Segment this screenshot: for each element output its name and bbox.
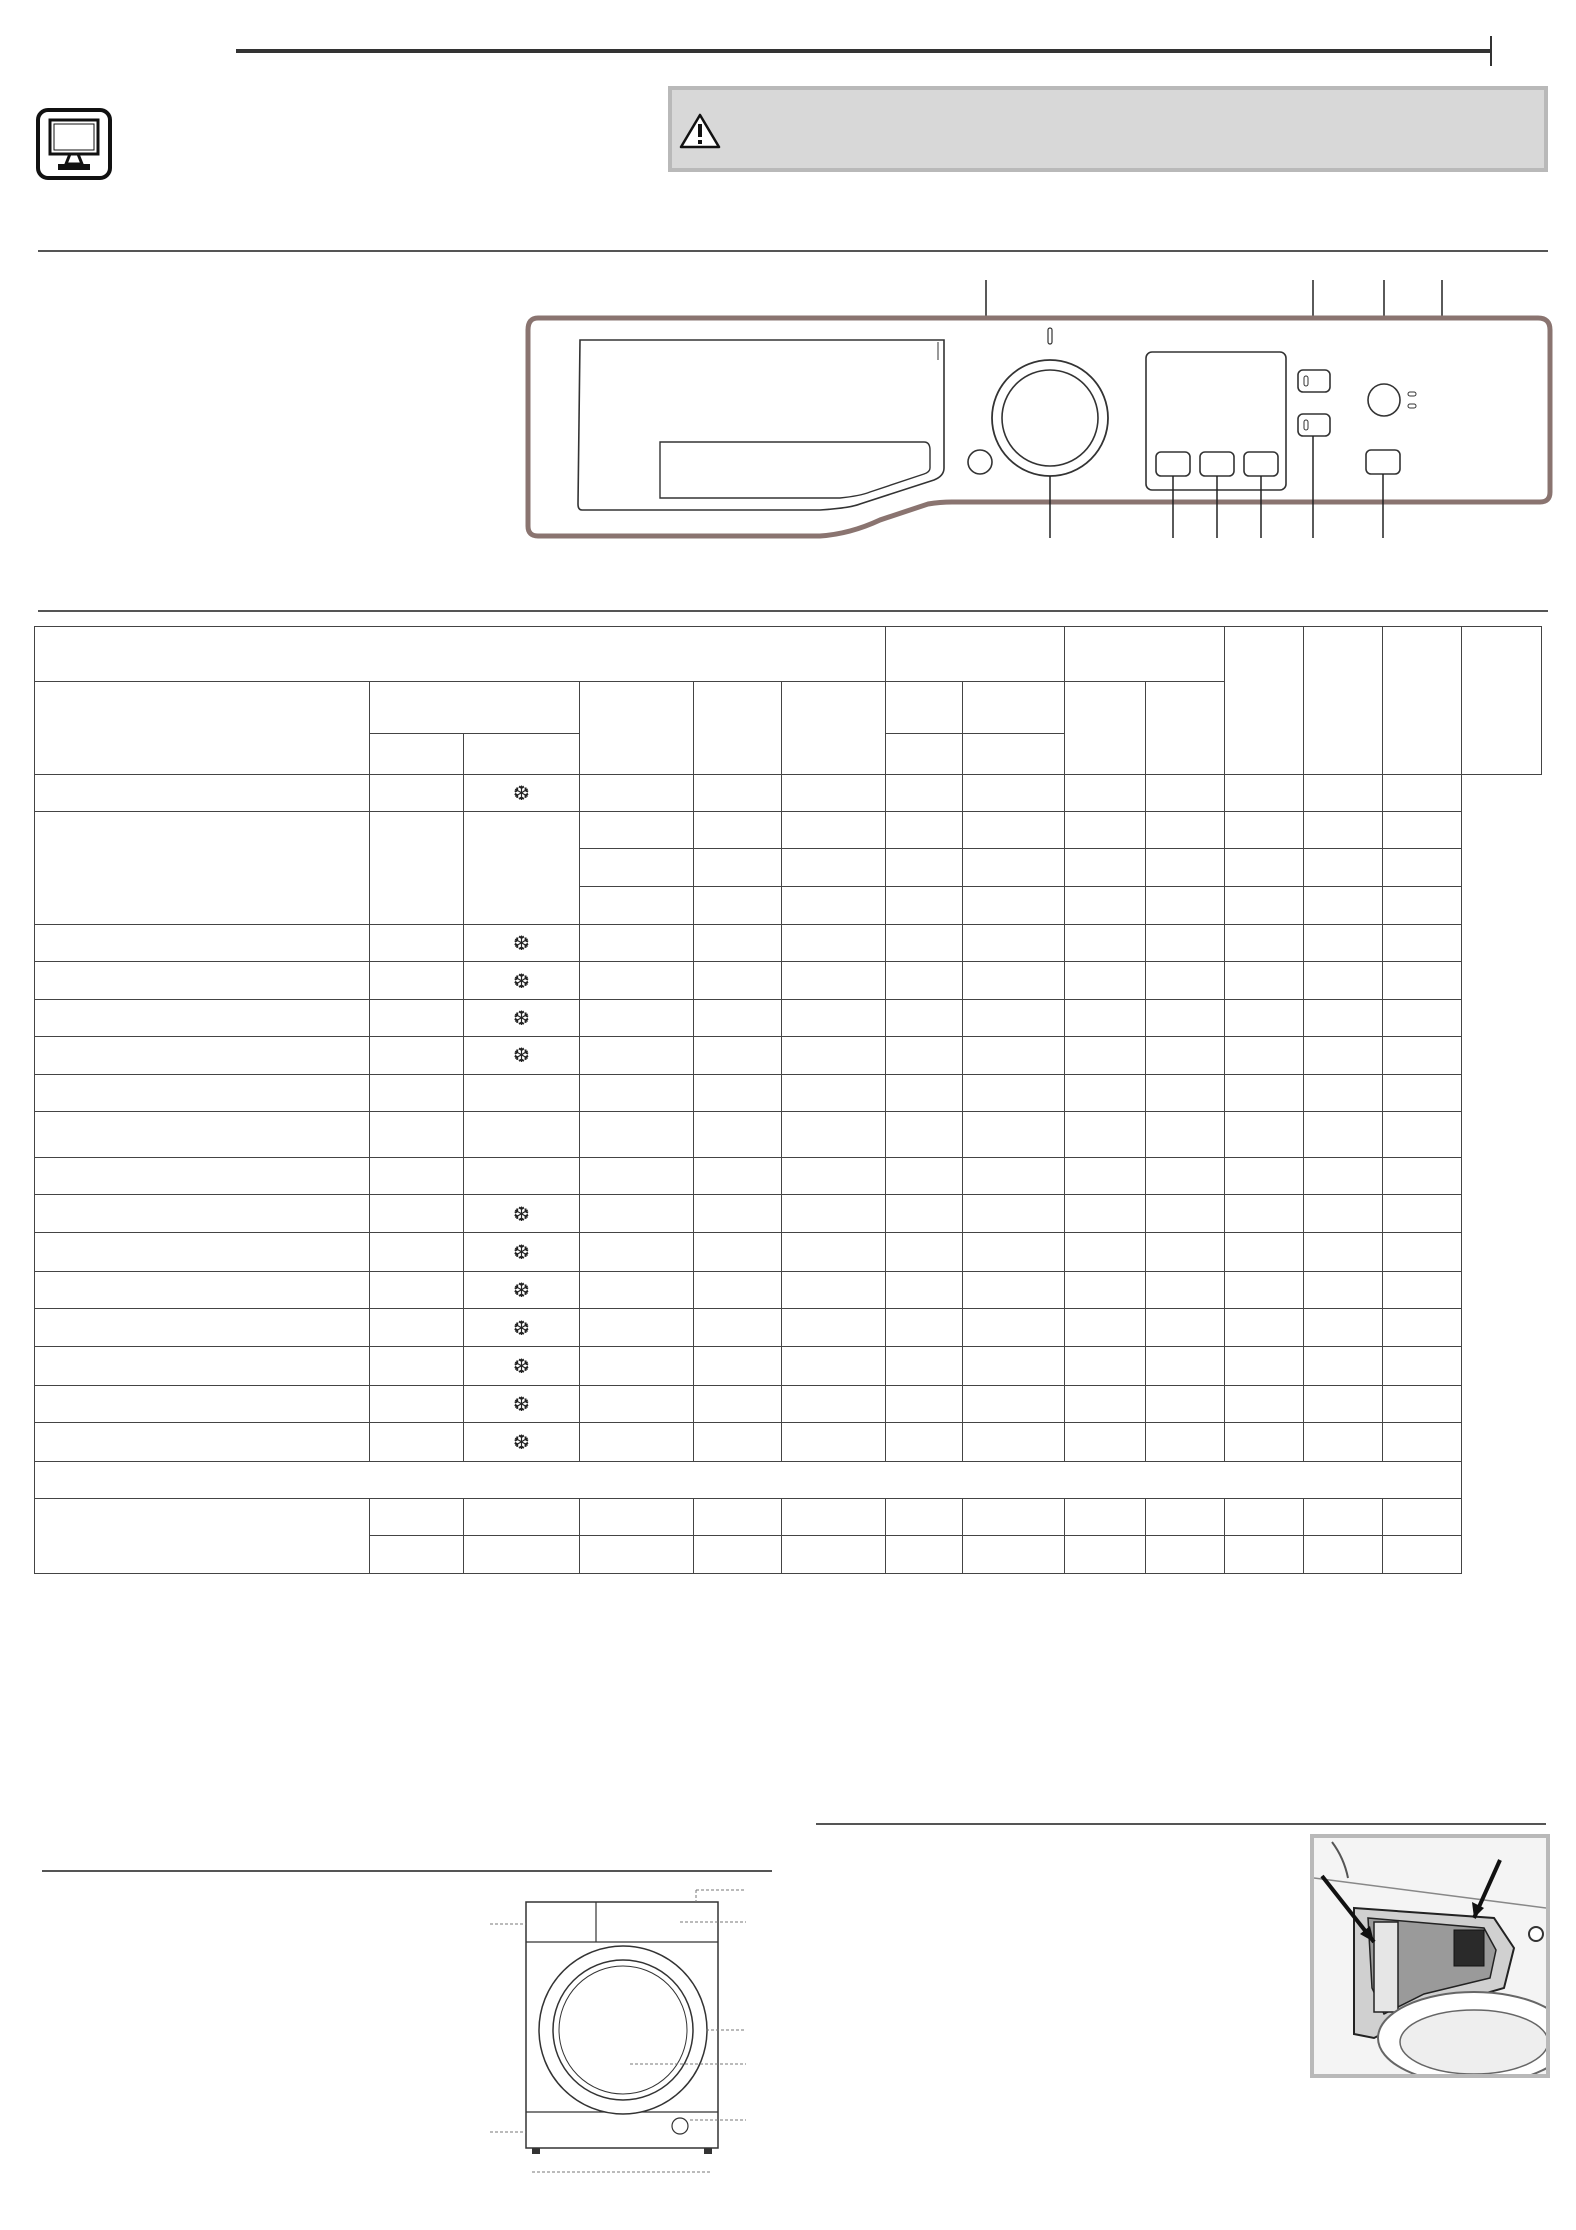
- table-header-col-6: [782, 681, 886, 774]
- table-header-temperature: [370, 681, 580, 734]
- table-row: [35, 811, 1542, 848]
- table-header-col-7b: [886, 734, 963, 774]
- table-row: [35, 925, 1542, 962]
- snowflake-icon: ❆: [513, 1315, 530, 1340]
- washing-machine-front-illustration: [480, 1880, 760, 2180]
- header-rule-end: [1490, 36, 1492, 66]
- table-row: [35, 962, 1542, 999]
- snowflake-icon: ❆: [513, 1277, 530, 1302]
- table-header-col-8: [963, 681, 1065, 734]
- section-rule-1: [38, 250, 1548, 252]
- table-row: [35, 1499, 1542, 1536]
- table-header-col-9: [1065, 681, 1146, 774]
- table-row: [35, 1157, 1542, 1194]
- snowflake-icon: ❆: [513, 1043, 530, 1068]
- table-header-col-11: [1225, 627, 1304, 775]
- table-header-col-10: [1146, 681, 1225, 774]
- snowflake-icon: ❆: [513, 780, 530, 805]
- table-header-col-7: [886, 681, 963, 734]
- table-header-temp-b: [464, 734, 580, 774]
- table-header-col-14: [1462, 627, 1542, 775]
- table-row: [35, 999, 1542, 1036]
- table-note-row: [35, 1461, 1542, 1498]
- table-header-col-13: [1383, 627, 1462, 775]
- table-header-programme: [35, 681, 370, 774]
- table-header-group-2: [1065, 627, 1225, 682]
- table-row: [35, 1385, 1542, 1422]
- table-row: [35, 774, 1542, 811]
- section-rule-3: [816, 1823, 1546, 1825]
- section-rule-2: [38, 610, 1548, 612]
- header-rule: [236, 49, 1490, 53]
- table-row: [35, 1271, 1542, 1308]
- control-panel-illustration: [520, 272, 1560, 562]
- table-row: [35, 1233, 1542, 1271]
- table-header-col-12: [1304, 627, 1383, 775]
- section-rule-4: [42, 1870, 772, 1872]
- table-row: [35, 1347, 1542, 1385]
- table-header-temp-a: [370, 734, 464, 774]
- snowflake-icon: ❆: [513, 931, 530, 956]
- snowflake-icon: ❆: [513, 1006, 530, 1031]
- table-header-main: [35, 627, 886, 682]
- table-row: [35, 1037, 1542, 1074]
- table-row: [35, 1194, 1542, 1232]
- monitor-icon: [36, 108, 112, 180]
- table-row: [35, 1423, 1542, 1461]
- snowflake-icon: ❆: [513, 968, 530, 993]
- table-header-col-4: [580, 681, 694, 774]
- programme-table: [34, 626, 1542, 1574]
- warning-triangle-icon: [678, 112, 722, 150]
- snowflake-icon: ❆: [513, 1392, 530, 1417]
- table-row: [35, 1309, 1542, 1347]
- snowflake-icon: ❆: [513, 1354, 530, 1379]
- snowflake-icon: ❆: [513, 1239, 530, 1264]
- snowflake-icon: ❆: [513, 1201, 530, 1226]
- table-header-col-8b: [963, 734, 1065, 774]
- warning-box: [668, 86, 1548, 172]
- table-row: [35, 1074, 1542, 1111]
- table-row: [35, 1112, 1542, 1157]
- detergent-drawer-photo: [1310, 1834, 1550, 2078]
- table-header-col-5: [694, 681, 782, 774]
- snowflake-icon: ❆: [513, 1429, 530, 1454]
- table-header-group-1: [886, 627, 1065, 682]
